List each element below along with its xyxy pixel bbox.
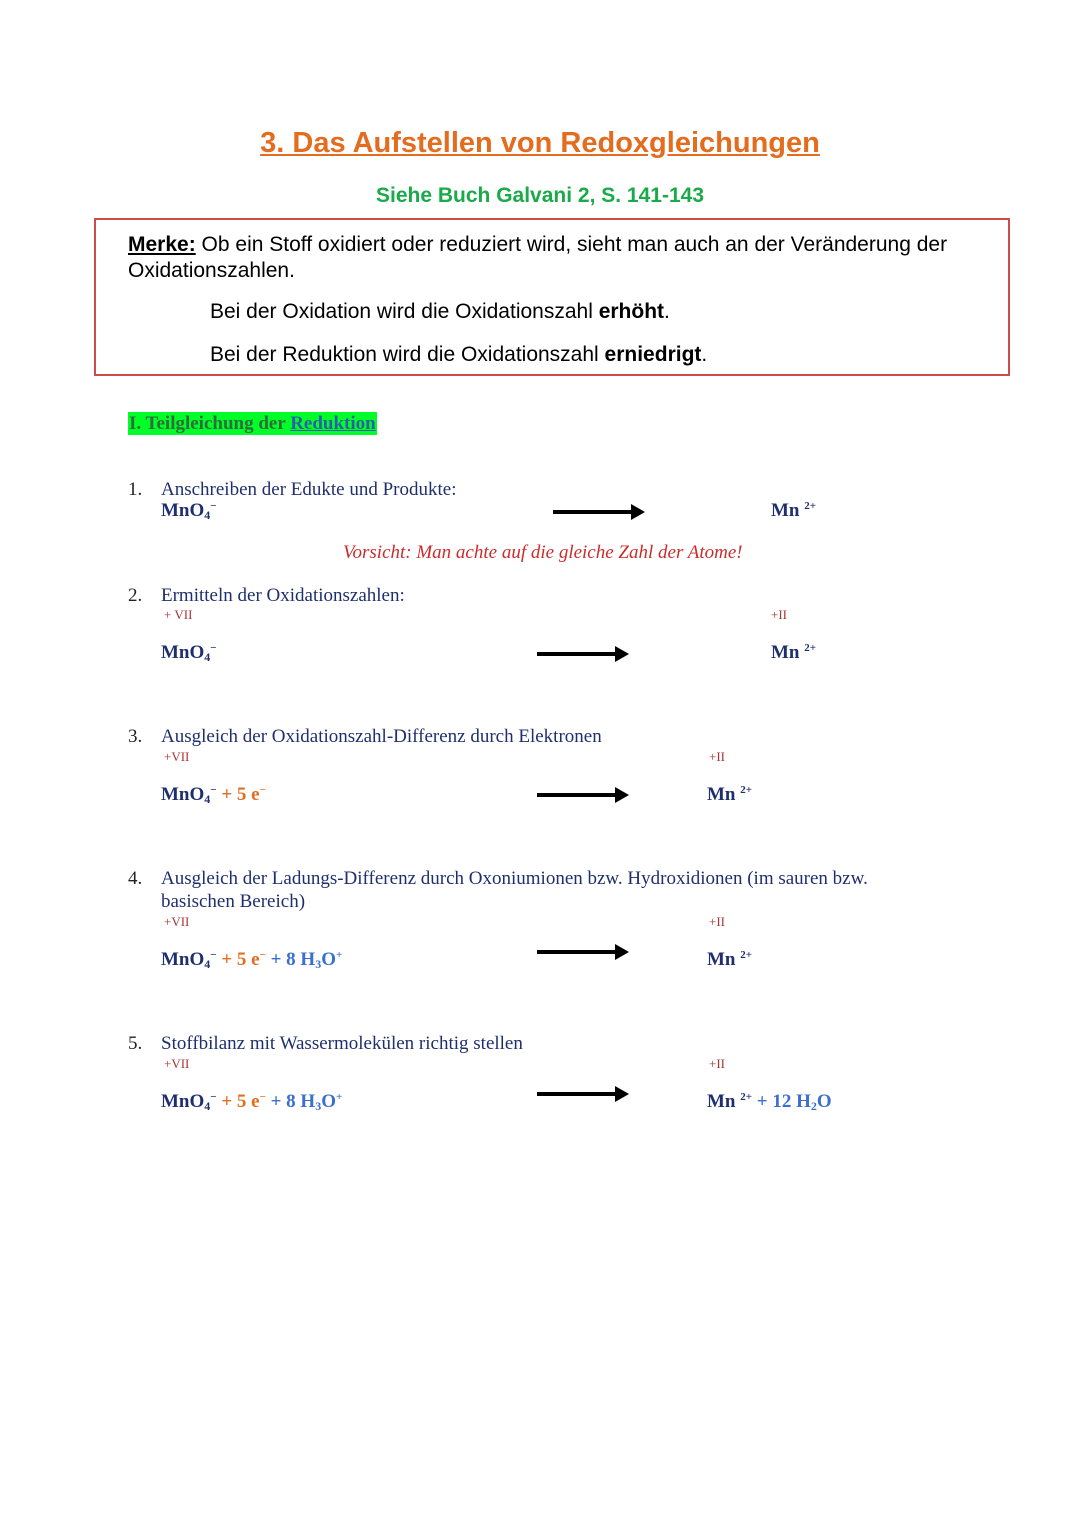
merke-label: Merke: — [128, 233, 196, 256]
step-2-text: Ermitteln der Oxidationszahlen: — [161, 585, 405, 606]
sub-3: 3 — [315, 1099, 322, 1113]
rule-oxidation-text: Bei der Oxidation wird die Oxidationszahl — [210, 300, 599, 323]
ox-number-educt-4: +VII — [164, 914, 190, 929]
water — [772, 1091, 831, 1112]
educt-4 — [161, 949, 342, 972]
educt-2 — [161, 642, 217, 665]
reaction-arrow-3 — [537, 793, 617, 797]
step-5 — [128, 1032, 523, 1055]
electrons-text: + 5 e — [221, 784, 260, 805]
charge-minus: − — [259, 784, 266, 796]
step-3 — [128, 725, 602, 748]
sub-2: 2 — [810, 1099, 817, 1113]
rule-reduction-emphasis: erniedrigt — [604, 343, 702, 366]
rule-oxidation-emphasis: erhöht — [598, 300, 665, 323]
step-2-number: 2. — [128, 585, 143, 606]
sub-4: 4 — [204, 1099, 211, 1113]
ox-number-product-4: +II — [709, 914, 725, 929]
charge-2plus: 2+ — [804, 642, 817, 654]
ox-number-product-2: +II — [771, 607, 787, 622]
permanganate: MnO — [161, 642, 205, 663]
charge-minus: − — [210, 642, 217, 654]
electrons — [221, 784, 266, 805]
book-reference: Siehe Buch Galvani 2, S. 141-143 — [376, 184, 704, 207]
charge-minus: − — [210, 500, 217, 512]
product-4 — [707, 949, 752, 971]
manganese: Mn — [771, 500, 800, 521]
reaction-arrow-4 — [537, 950, 617, 954]
reaction-arrow-5 — [537, 1092, 617, 1096]
rule-reduction-end: . — [701, 343, 708, 366]
manganese: Mn — [771, 642, 800, 663]
ox-number-educt-2: + VII — [164, 607, 193, 622]
sub-4: 4 — [204, 957, 211, 971]
permanganate: MnO — [161, 784, 205, 805]
section-heading-text: I. Teilgleichung der — [129, 413, 291, 434]
section-heading-link: Reduktion — [290, 413, 376, 434]
sub-3: 3 — [315, 957, 322, 971]
charge-minus: − — [210, 1091, 217, 1103]
manganese: Mn — [707, 949, 736, 970]
plus-sign: + — [756, 1091, 768, 1112]
educt-5 — [161, 1091, 342, 1114]
step-4 — [128, 867, 868, 913]
step-4-number: 4. — [128, 868, 143, 889]
step-3-number: 3. — [128, 726, 143, 747]
rule-oxidation-end: . — [664, 300, 670, 323]
section-heading — [128, 412, 377, 435]
oxonium-o: O — [321, 1091, 336, 1112]
water-o: O — [816, 1091, 832, 1112]
oxonium-text: + 8 H — [270, 1091, 316, 1112]
step-1 — [128, 478, 456, 501]
charge-minus: − — [259, 949, 266, 961]
step-3-text: Ausgleich der Oxidationszahl-Differenz durch Elektronen — [161, 726, 602, 747]
oxonium-o: O — [321, 949, 336, 970]
oxonium-text: + 8 H — [270, 949, 316, 970]
manganese: Mn — [707, 784, 736, 805]
electrons — [221, 1091, 266, 1112]
step-1-number: 1. — [128, 479, 143, 500]
ox-number-product-5: +II — [709, 1056, 725, 1071]
rule-oxidation — [210, 300, 670, 324]
charge-2plus: 2+ — [804, 500, 817, 512]
permanganate: MnO — [161, 949, 205, 970]
reaction-arrow-2 — [537, 652, 617, 656]
merke-body: Ob ein Stoff oxidiert oder reduziert wird, sieht man auch an der Veränderung der Oxidationszahlen. — [128, 233, 948, 282]
educt-1 — [161, 500, 217, 523]
product-2 — [771, 642, 816, 664]
educt-3 — [161, 784, 266, 807]
product-3 — [707, 784, 752, 806]
step-2 — [128, 584, 405, 607]
ox-number-educt-3: +VII — [164, 749, 190, 764]
product-1 — [771, 500, 816, 522]
product-5 — [707, 1091, 832, 1114]
step-4-text-cont: basischen Bereich) — [161, 891, 306, 912]
permanganate: MnO — [161, 500, 205, 521]
ox-number-educt-5: +VII — [164, 1056, 190, 1071]
oxonium — [271, 1091, 343, 1112]
permanganate: MnO — [161, 1091, 205, 1112]
rule-reduction — [210, 343, 707, 367]
charge-2plus: 2+ — [740, 1091, 753, 1103]
step-4-text: Ausgleich der Ladungs-Differenz durch Oxoniumionen bzw. Hydroxidionen (im sauren bzw. — [161, 868, 868, 889]
warning-note: Vorsicht: Man achte auf die gleiche Zahl der Atome! — [343, 542, 743, 563]
sub-4: 4 — [204, 792, 211, 806]
step-5-number: 5. — [128, 1033, 143, 1054]
rule-reduction-text: Bei der Reduktion wird die Oxidationszahl — [210, 343, 605, 366]
water-text: 12 H — [772, 1091, 811, 1112]
reaction-arrow-1 — [553, 510, 633, 514]
charge-2plus: 2+ — [740, 784, 753, 796]
sub-4: 4 — [204, 650, 211, 664]
electrons-text: + 5 e — [221, 1091, 260, 1112]
manganese: Mn — [707, 1091, 736, 1112]
charge-minus: − — [210, 949, 217, 961]
charge-plus: + — [336, 1091, 343, 1103]
page-title: 3. Das Aufstellen von Redoxgleichungen — [260, 127, 820, 159]
electrons-text: + 5 e — [221, 949, 260, 970]
charge-2plus: 2+ — [740, 949, 753, 961]
ox-number-product-3: +II — [709, 749, 725, 764]
charge-minus: − — [259, 1091, 266, 1103]
step-1-text: Anschreiben der Edukte und Produkte: — [161, 479, 457, 500]
charge-minus: − — [210, 784, 217, 796]
oxonium — [271, 949, 343, 970]
charge-plus: + — [336, 949, 343, 961]
merke-text — [128, 232, 988, 284]
sub-4: 4 — [204, 508, 211, 522]
step-5-text: Stoffbilanz mit Wassermolekülen richtig stellen — [161, 1033, 523, 1054]
electrons — [221, 949, 266, 970]
